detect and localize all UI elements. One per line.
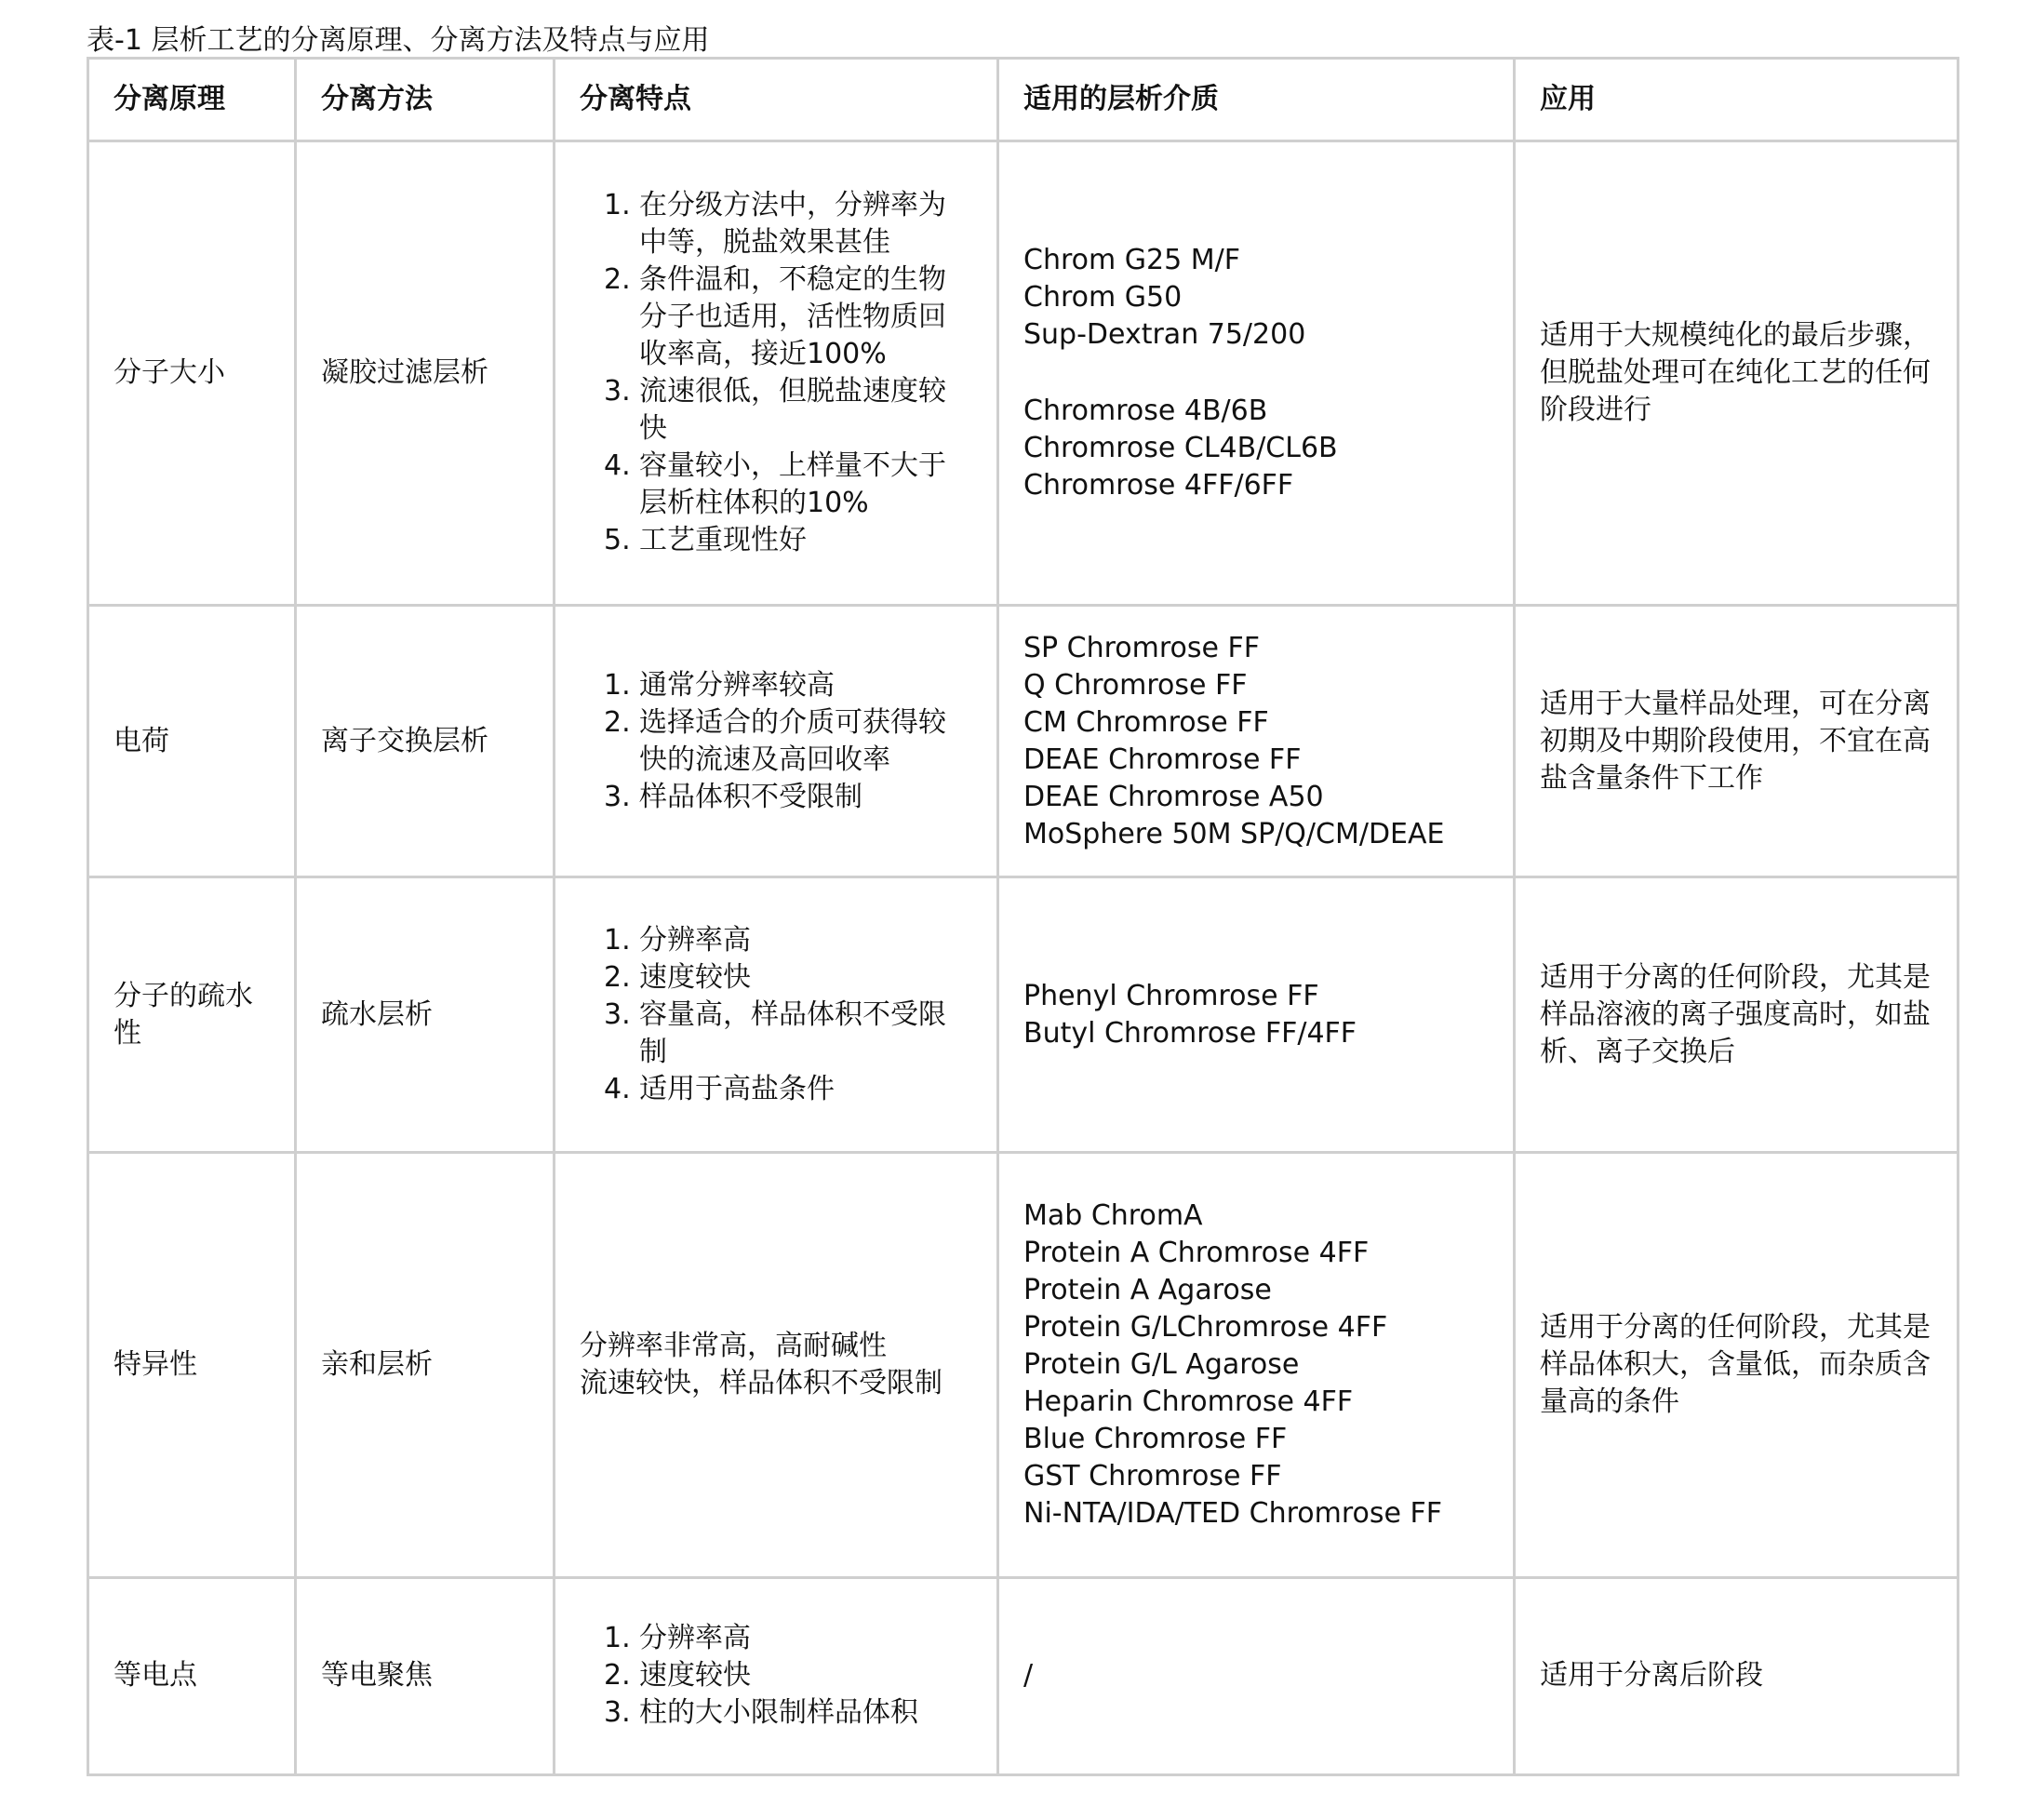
media-item: Sup-Dextran 75/200: [1023, 318, 1306, 352]
media-item: Chromrose CL4B/CL6B: [1023, 432, 1338, 465]
table-row: [88, 877, 1958, 1152]
media-item: Mab ChromA: [1023, 1198, 1203, 1232]
principle-cell: 分子的疏水性: [88, 877, 296, 1152]
media-cell: [998, 1152, 1515, 1577]
media-item: Heparin Chromrose 4FF: [1023, 1385, 1354, 1418]
header-features: 分离特点: [555, 59, 998, 141]
media-item: GST Chromrose FF: [1023, 1459, 1282, 1492]
feature-item: 工艺重现性好: [639, 524, 807, 557]
principle-cell: 特异性: [88, 1152, 296, 1577]
method-cell: 亲和层析: [296, 1152, 555, 1577]
media-item: Chromrose 4FF/6FF: [1023, 469, 1294, 502]
features-cell: [555, 1577, 998, 1774]
feature-text: 流速较快，样品体积不受限制: [580, 1366, 942, 1399]
features-list: [580, 1620, 972, 1732]
table-caption: 表-1 层析工艺的分离原理、分离方法及特点与应用: [87, 24, 710, 57]
media-item: Protein G/LChromrose 4FF: [1023, 1310, 1388, 1344]
application-cell: 适用于分离的任何阶段，尤其是样品体积大，含量低，而杂质含量高的条件: [1515, 1152, 1958, 1577]
media-item: Blue Chromrose FF: [1023, 1422, 1288, 1455]
feature-item: 选择适合的介质可获得较快的流速及高回收率: [639, 705, 946, 776]
table-row: [88, 606, 1958, 877]
media-item: DEAE Chromrose A50: [1023, 780, 1324, 813]
media-item: Chromrose 4B/6B: [1023, 395, 1268, 428]
media-cell: [998, 877, 1515, 1152]
feature-item: 样品体积不受限制: [639, 780, 862, 813]
media-item: Protein G/L Agarose: [1023, 1347, 1300, 1381]
feature-item: 速度较快: [639, 960, 751, 994]
features-cell: [555, 606, 998, 877]
media-item: Protein A Agarose: [1023, 1273, 1272, 1306]
media-item: Ni-NTA/IDA/TED Chromrose FF: [1023, 1496, 1443, 1530]
table-row: [88, 1152, 1958, 1577]
feature-item: 适用于高盐条件: [639, 1072, 835, 1105]
application-cell: 适用于分离的任何阶段，尤其是样品溶液的离子强度高时，如盐析、离子交换后: [1515, 877, 1958, 1152]
media-item: Phenyl Chromrose FF: [1023, 979, 1319, 1012]
media-gap: [1023, 354, 1489, 393]
feature-item: 容量较小，上样量不大于层析柱体积的10%: [639, 449, 946, 520]
feature-item: 容量高，样品体积不受限制: [639, 997, 946, 1068]
media-item: Protein A Chromrose 4FF: [1023, 1236, 1370, 1269]
feature-item: 条件温和，不稳定的生物分子也适用，活性物质回收率高，接近100%: [639, 263, 946, 371]
feature-item: 分辨率高: [639, 1622, 751, 1655]
media-item: SP Chromrose FF: [1023, 631, 1261, 664]
media-item: MoSphere 50M SP/Q/CM/DEAE: [1023, 817, 1445, 850]
chromatography-table: [87, 57, 1959, 1776]
media-item: DEAE Chromrose FF: [1023, 743, 1302, 776]
feature-text: 分辨率非常高，高耐碱性: [580, 1329, 887, 1362]
features-cell: [555, 877, 998, 1152]
table-header-row: [88, 59, 1958, 141]
features-cell: [555, 141, 998, 606]
features-list: [580, 667, 972, 816]
media-cell: [998, 141, 1515, 606]
header-application: 应用: [1515, 59, 1958, 141]
application-cell: 适用于大量样品处理，可在分离初期及中期阶段使用，不宜在高盐含量条件下工作: [1515, 606, 1958, 877]
feature-item: 速度较快: [639, 1659, 751, 1693]
media-cell: [998, 1577, 1515, 1774]
media-item: Butyl Chromrose FF/4FF: [1023, 1016, 1357, 1050]
application-cell: 适用于分离后阶段: [1515, 1577, 1958, 1774]
media-item: Chrom G50: [1023, 281, 1183, 314]
method-cell: 离子交换层析: [296, 606, 555, 877]
application-cell: 适用于大规模纯化的最后步骤，但脱盐处理可在纯化工艺的任何阶段进行: [1515, 141, 1958, 606]
feature-item: 流速很低，但脱盐速度较快: [639, 375, 946, 446]
principle-cell: 分子大小: [88, 141, 296, 606]
media-item: Q Chromrose FF: [1023, 668, 1248, 702]
feature-item: 通常分辨率较高: [639, 668, 835, 702]
table-row: [88, 141, 1958, 606]
feature-item: 分辨率高: [639, 923, 751, 957]
principle-cell: 等电点: [88, 1577, 296, 1774]
feature-item: 在分级方法中，分辨率为中等，脱盐效果甚佳: [639, 189, 946, 260]
media-cell: [998, 606, 1515, 877]
media-item: CM Chromrose FF: [1023, 705, 1269, 739]
method-cell: 等电聚焦: [296, 1577, 555, 1774]
features-cell: [555, 1152, 998, 1577]
features-list: [580, 922, 972, 1108]
principle-cell: 电荷: [88, 606, 296, 877]
table-row: [88, 1577, 1958, 1774]
features-list: [580, 187, 972, 559]
method-cell: 凝胶过滤层析: [296, 141, 555, 606]
header-method: 分离方法: [296, 59, 555, 141]
header-principle: 分离原理: [88, 59, 296, 141]
feature-item: 柱的大小限制样品体积: [639, 1696, 918, 1730]
media-item: /: [1023, 1659, 1034, 1693]
media-item: Chrom G25 M/F: [1023, 244, 1240, 277]
header-media: 适用的层析介质: [998, 59, 1515, 141]
method-cell: 疏水层析: [296, 877, 555, 1152]
